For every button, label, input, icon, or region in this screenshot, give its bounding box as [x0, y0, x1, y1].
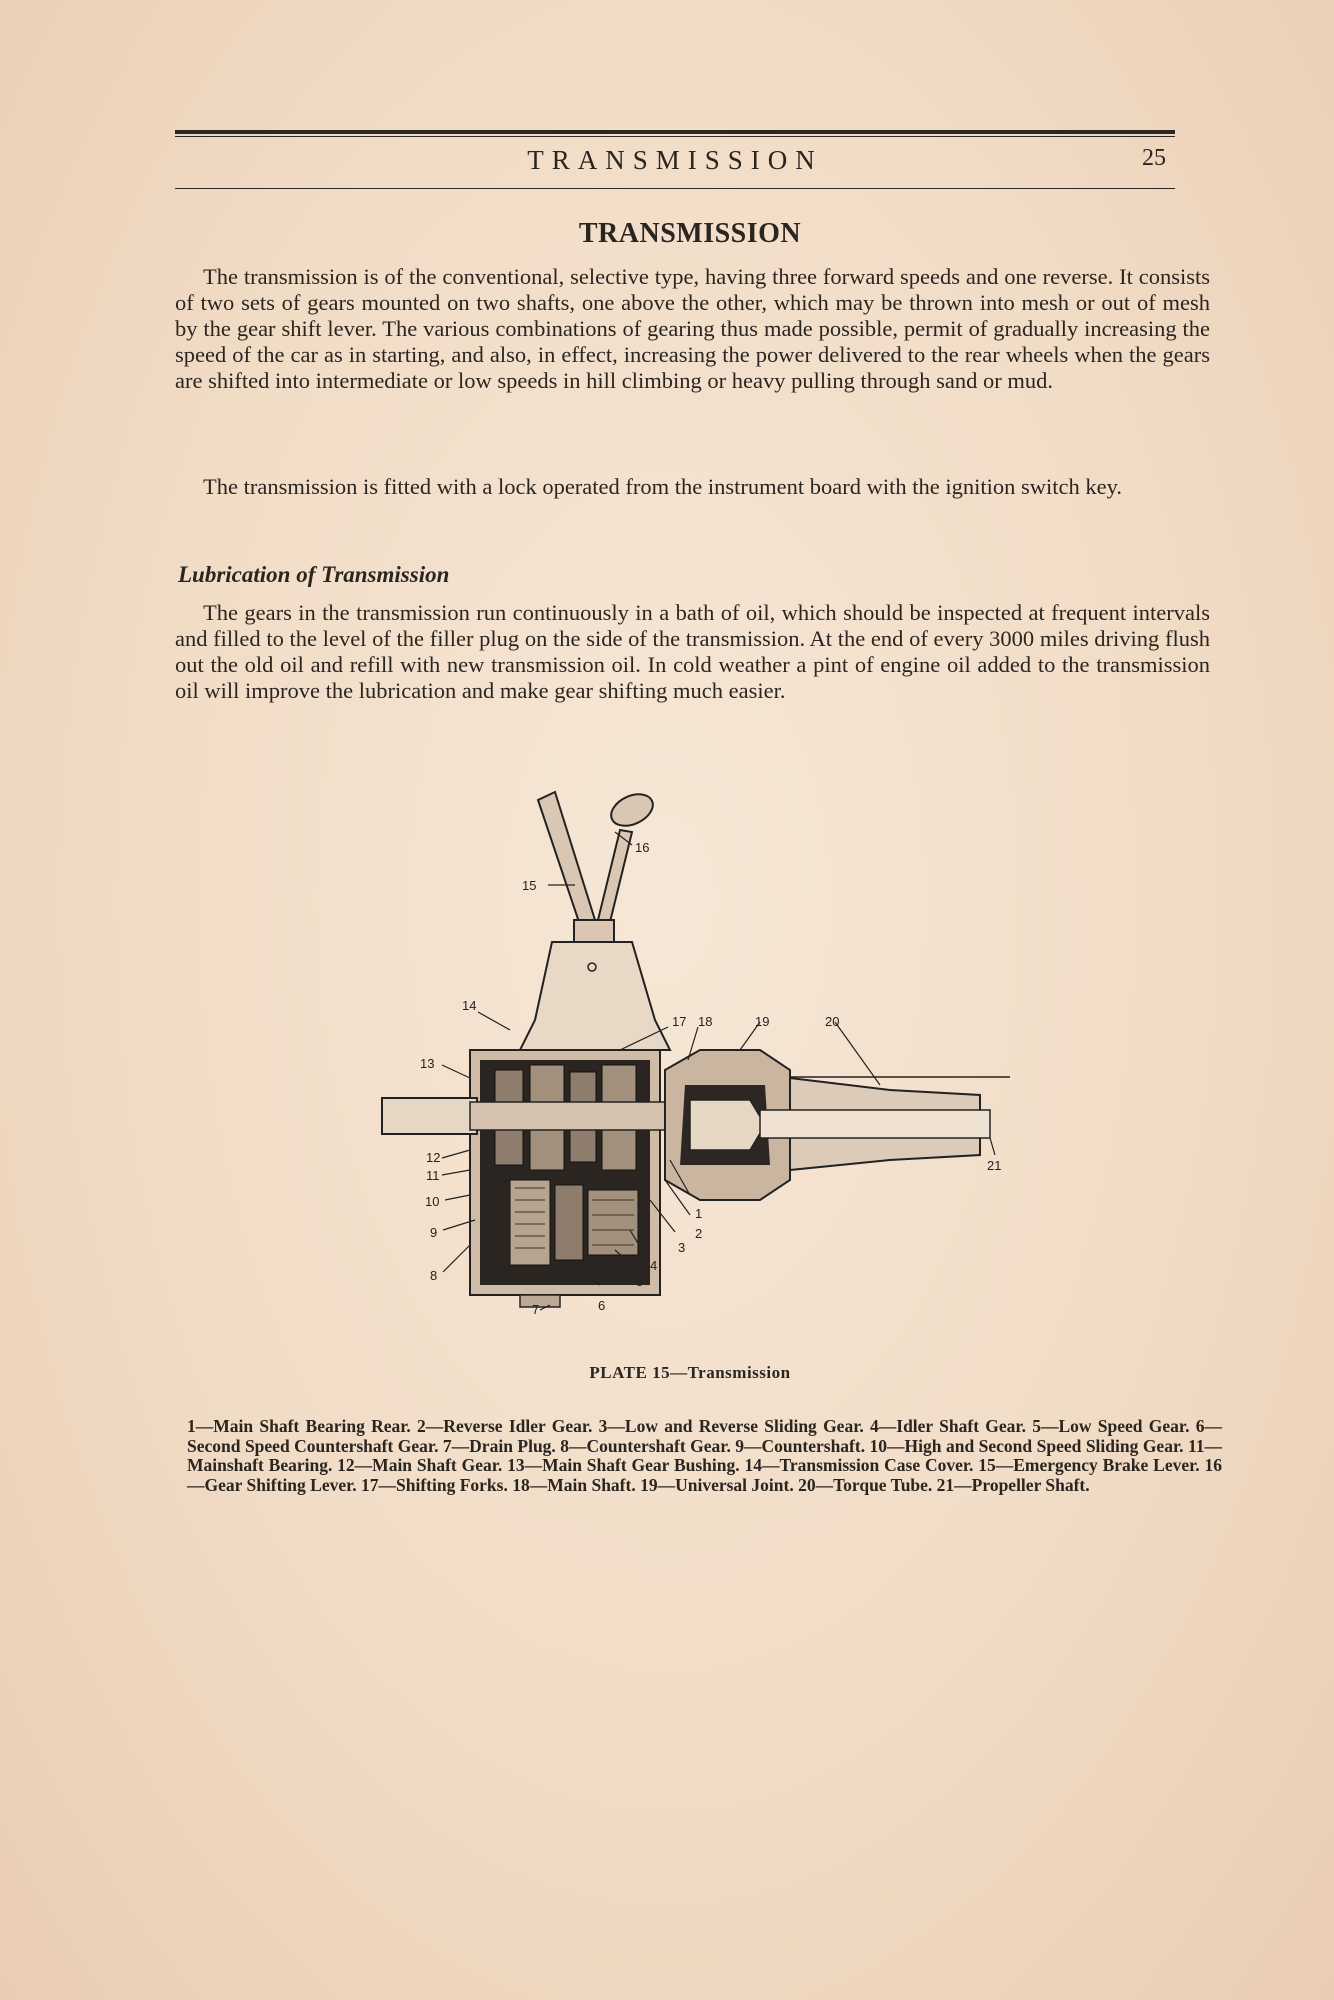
callout-8: 8 [430, 1268, 438, 1283]
header-rule-thin [175, 136, 1175, 137]
callout-15: 15 [522, 878, 537, 893]
callout-21: 21 [987, 1158, 1002, 1173]
page-number: 25 [1142, 145, 1166, 171]
callout-5: 5 [636, 1274, 644, 1289]
callout-6: 6 [598, 1298, 606, 1313]
figure-caption: PLATE 15—Transmission [589, 1363, 791, 1382]
header-rule-thick [175, 130, 1175, 134]
callout-12: 12 [426, 1150, 441, 1165]
callout-10: 10 [425, 1194, 440, 1209]
gear-shift-levers [538, 788, 658, 942]
callout-9: 9 [430, 1225, 438, 1240]
callout-11: 11 [426, 1168, 440, 1183]
callout-19: 19 [755, 1014, 770, 1029]
callout-16: 16 [635, 840, 650, 855]
case-cover [520, 942, 670, 1050]
callout-20: 20 [825, 1014, 840, 1029]
paragraph-description: The transmission is of the conventional, selective type, having three forward speeds and one reverse. It consists of two sets of gears mounted on two shafts, one above the other, which may be thrown into mesh or out of mesh by the gear shift lever. The various combinations of gearing thus made possible, permit of gradually increasing the speed of the car as in starting, and also, in effect, increasing the power delivered to the rear wheels when the gears are shifted into intermediate or low speeds in hill climbing or heavy pulling through sand or mud. [175, 264, 1210, 393]
callout-14: 14 [462, 998, 477, 1013]
callout-7: 7 [532, 1302, 540, 1317]
transmission-diagram [370, 760, 1030, 1340]
callout-3: 3 [678, 1240, 686, 1255]
main-shaft [382, 1098, 477, 1134]
callout-18: 18 [698, 1014, 713, 1029]
gear-case [470, 1050, 660, 1307]
callout-4: 4 [650, 1258, 658, 1273]
lubrication-heading: Lubrication of Transmission [178, 562, 450, 587]
paragraph-lubrication: The gears in the transmission run continuously in a bath of oil, which should be inspected at frequent intervals and filled to the level of the filler plug on the side of the transmission. At the end of every 3000 miles driving flush out the old oil and refill with new transmission oil. In cold weather a pint of engine oil added to the transmission oil will improve the lubrication and make gear shifting much easier. [175, 600, 1210, 703]
callout-1: 1 [695, 1206, 703, 1221]
header-rule-bottom [175, 188, 1175, 189]
figure-legend: 1—Main Shaft Bearing Rear. 2—Reverse Idler Gear. 3—Low and Reverse Sliding Gear. 4—Idler Shaft Gear. 5—Low Speed Gear. 6—Second Speed Countershaft Gear. 7—Drain Plug. 8—Countershaft Gear. 9—Countershaft. 10—High and Second Speed Sliding Gear. 11—Mainshaft Bearing. 12—Main Shaft Gear. 13—Main Shaft Gear Bushing. 14—Transmission Case Cover. 15—Emergency Brake Lever. 16—Gear Shifting Lever. 17—Shifting Forks. 18—Main Shaft. 19—Universal Joint. 20—Torque Tube. 21—Propeller Shaft. [187, 1416, 1222, 1495]
callout-17: 17 [672, 1014, 687, 1029]
running-title: TRANSMISSION [527, 145, 823, 175]
callout-13: 13 [420, 1056, 435, 1071]
propeller-shaft [760, 1110, 990, 1138]
paragraph-lock: The transmission is fitted with a lock operated from the instrument board with the ignition switch key. [203, 474, 1122, 499]
callout-2: 2 [695, 1226, 703, 1241]
section-title: TRANSMISSION [578, 218, 802, 249]
